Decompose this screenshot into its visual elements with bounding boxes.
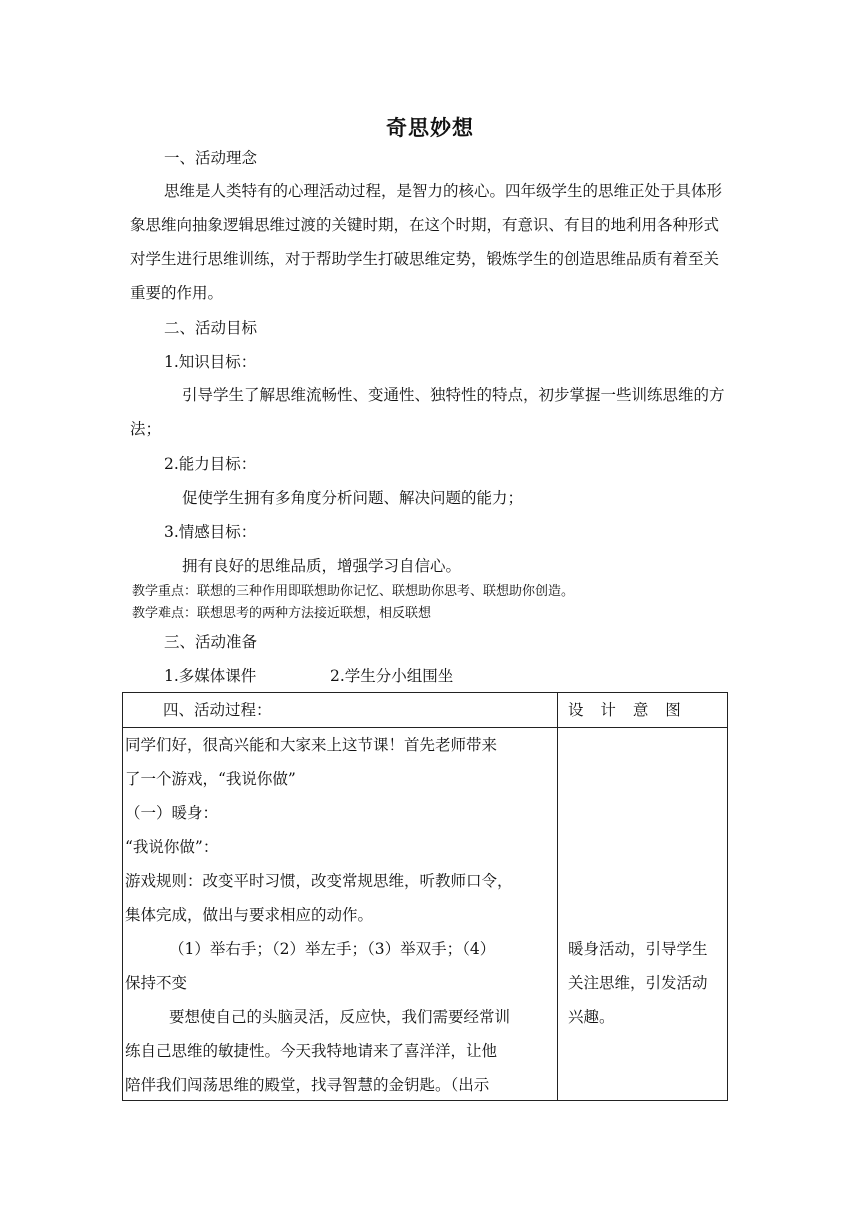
process-line: （1）举右手；（2）举左手；（3）举双手；（4） <box>169 940 496 958</box>
process-line: 保持不变 <box>125 974 188 992</box>
page-title: 奇思妙想 <box>386 116 474 140</box>
process-cell <box>123 728 558 1101</box>
goal-emotion-text: 拥有良好的思维品质，增强学习自信心。 <box>182 557 462 575</box>
table-header-row <box>123 693 728 728</box>
goal-knowledge-text: 引导学生了解思维流畅性、变通性、独特性的特点，初步掌握一些训练思维的方法； <box>130 386 725 438</box>
process-table <box>122 692 728 1101</box>
design-line: 暖身活动，引导学生 <box>568 940 708 958</box>
process-line: 要想使自己的头脑灵活，反应快，我们需要经常训 <box>169 1008 511 1026</box>
section-heading-goals: 二、活动目标 <box>164 319 258 337</box>
process-line: （一）暖身： <box>125 804 219 822</box>
prep-item-2: 2.学生分小组围坐 <box>330 667 454 685</box>
goal-knowledge-title: 1.知识目标： <box>164 353 257 371</box>
key-point: 教学重点：联想的三种作用即联想助你记忆、联想助你思考、联想助你创造。 <box>132 584 575 599</box>
design-line: 兴趣。 <box>568 1008 615 1026</box>
process-line: 同学们好，很高兴能和大家来上这节课！首先老师带来 <box>125 736 498 754</box>
table-header-process: 四、活动过程： <box>123 693 558 728</box>
table-header-design: 设 计 意 图 <box>558 693 728 728</box>
goal-ability-text: 促使学生拥有多角度分析问题、解决问题的能力； <box>182 489 524 507</box>
prep-item-1: 1.多媒体课件 <box>164 667 257 685</box>
concept-paragraph <box>130 174 730 310</box>
process-line: 了一个游戏，“我说你做” <box>125 770 296 788</box>
concept-text: 思维是人类特有的心理活动过程，是智力的核心。四年级学生的思维正处于具体形象思维向抽象逻辑思维过渡的关键时期，在这个时期，有意识、有目的地利用各种形式对学生进行思维训练，对于帮助学生打破思维定势，锻炼学生的创造思维品质有着至关重要的作用。 <box>130 182 723 302</box>
section-heading-preparation: 三、活动准备 <box>164 633 258 651</box>
process-line: 练自己思维的敏捷性。今天我特地请来了喜洋洋，让他 <box>125 1042 498 1060</box>
difficult-point: 教学难点：联想思考的两种方法接近联想，相反联想 <box>132 606 432 621</box>
process-line: 集体完成，做出与要求相应的动作。 <box>125 906 374 924</box>
design-line: 关注思维，引发活动 <box>568 974 708 992</box>
goal-knowledge-paragraph <box>130 378 730 446</box>
process-line: “我说你做”： <box>125 838 219 856</box>
table-row <box>123 728 728 1101</box>
section-heading-concept: 一、活动理念 <box>164 149 258 167</box>
process-line: 游戏规则：改变平时习惯，改变常规思维，听教师口令， <box>125 872 513 890</box>
design-intent-cell <box>558 728 728 1101</box>
process-line: 陪伴我们闯荡思维的殿堂，找寻智慧的金钥匙。（出示 <box>125 1076 490 1094</box>
goal-ability-title: 2.能力目标： <box>164 455 257 473</box>
goal-emotion-title: 3.情感目标： <box>164 523 257 541</box>
